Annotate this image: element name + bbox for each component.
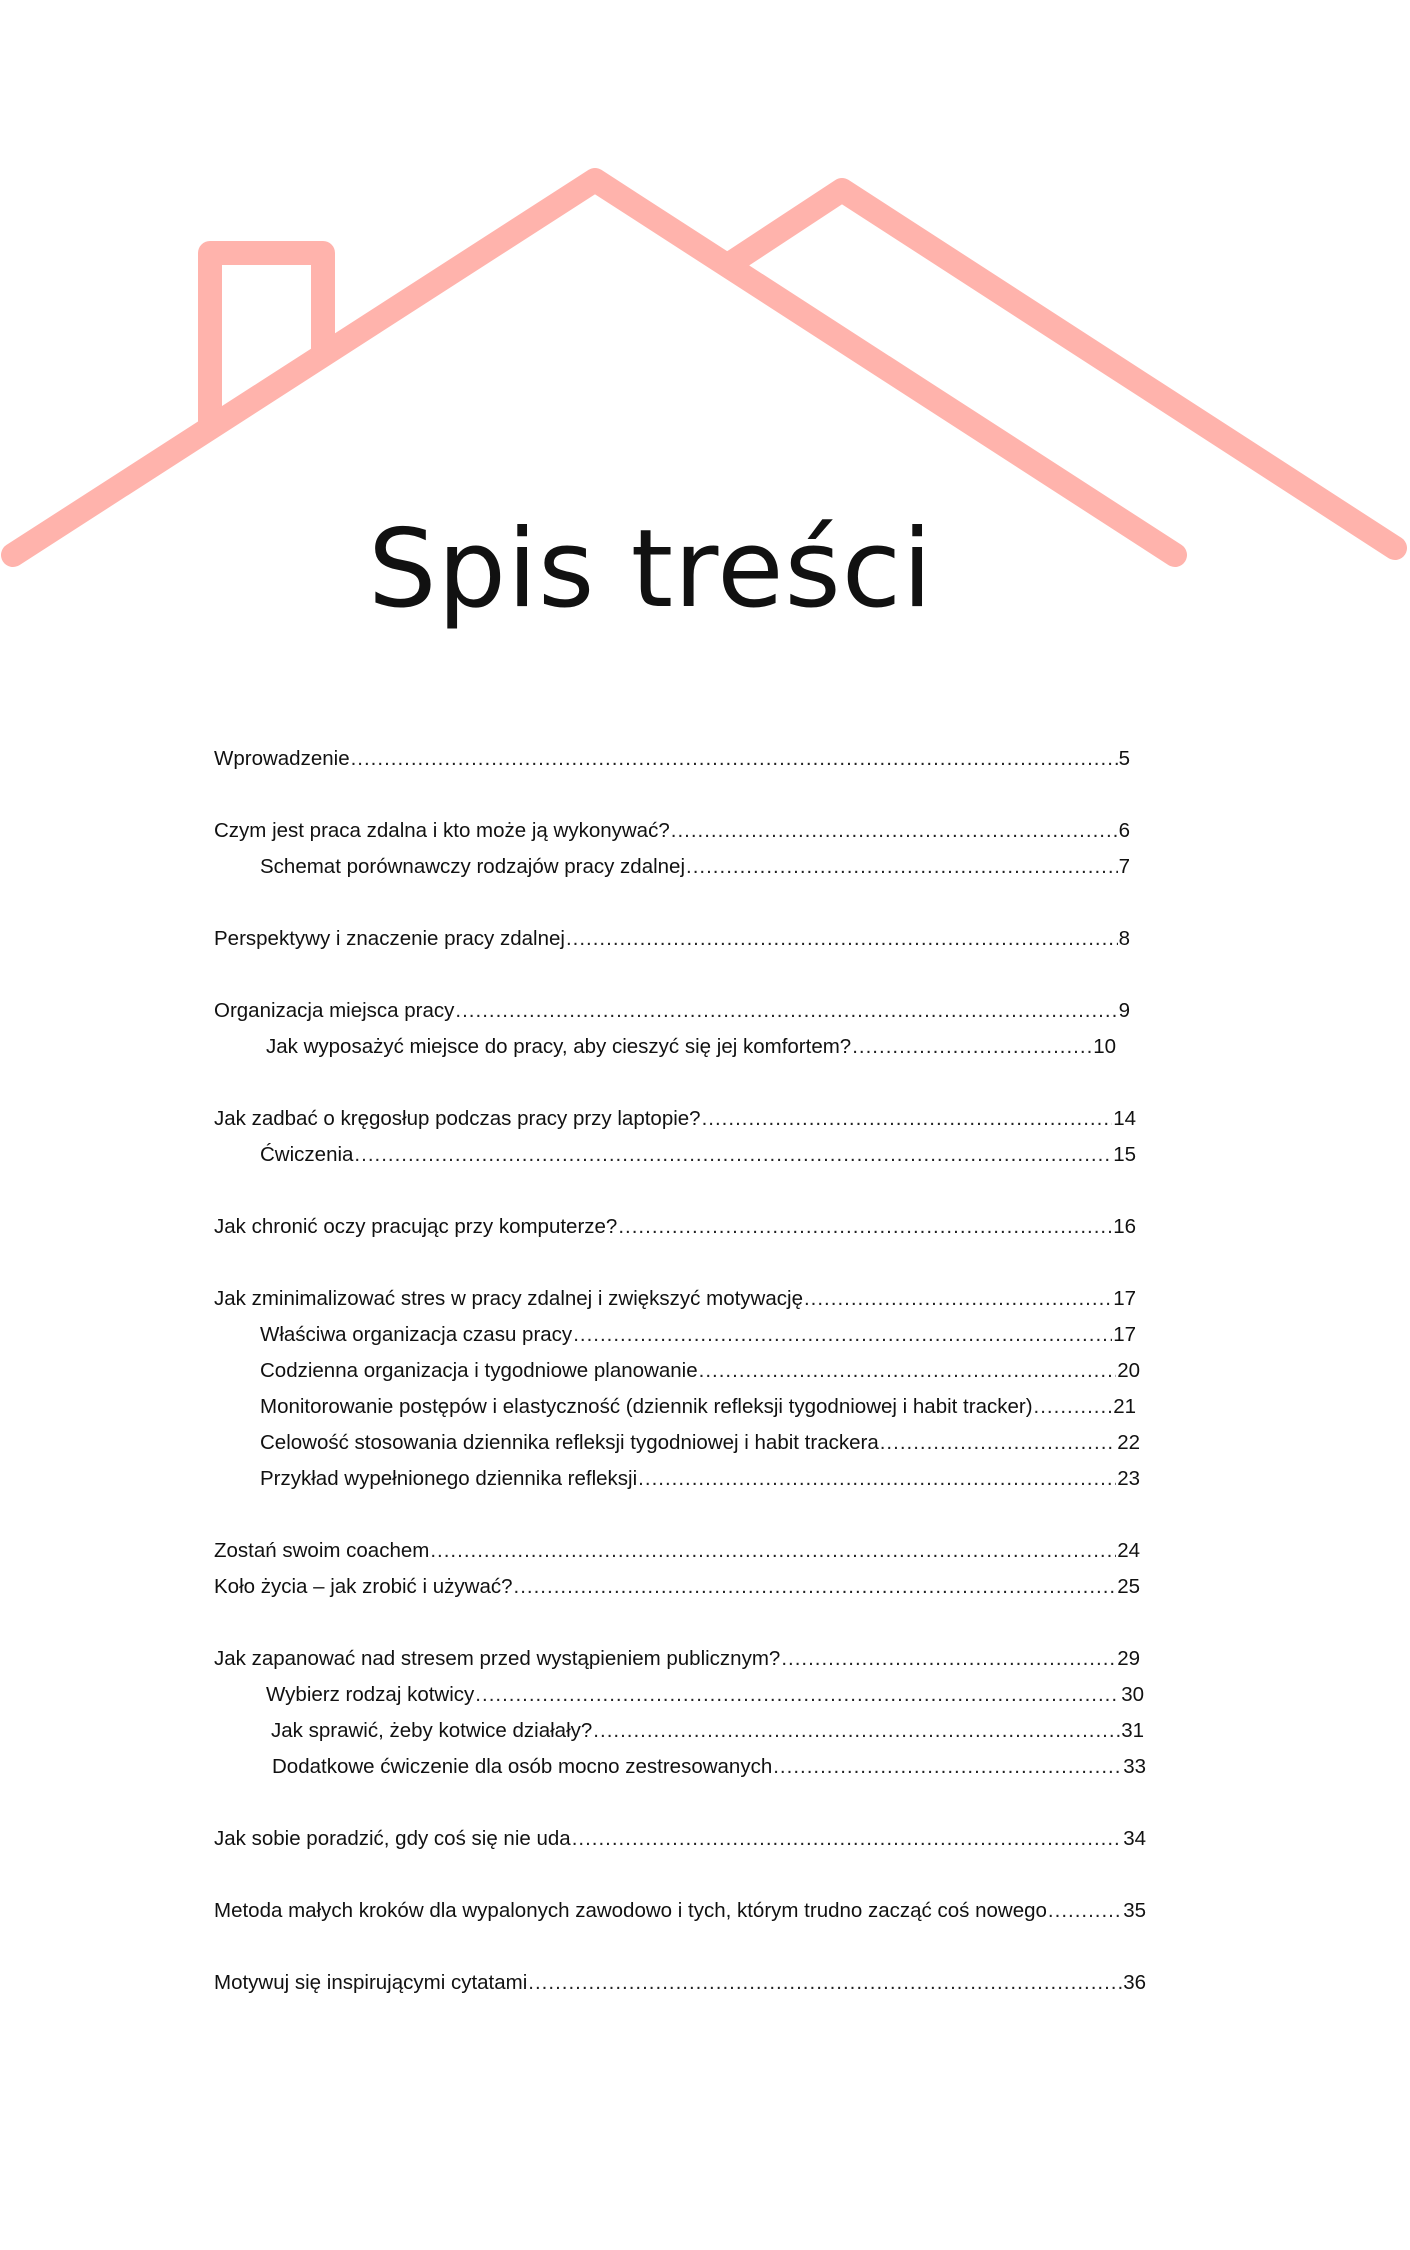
toc-dot-leader — [804, 1284, 1112, 1314]
toc-dot-leader — [671, 816, 1118, 846]
toc-entry[interactable] — [214, 1104, 1136, 1134]
main-roof-outline — [13, 180, 1175, 555]
toc-subentry[interactable] — [260, 1356, 1140, 1386]
toc-subentry[interactable] — [271, 1716, 1144, 1746]
toc-entry-title: Ćwiczenia — [260, 1143, 354, 1166]
toc-page-number: 14 — [1113, 1107, 1136, 1130]
toc-entry[interactable] — [214, 1824, 1146, 1854]
toc-entry-title: Schemat porównawczy rodzajów pracy zdalnej — [260, 855, 686, 878]
toc-page-number: 9 — [1118, 999, 1130, 1022]
toc-page-number: 23 — [1117, 1467, 1140, 1490]
toc-dot-leader — [880, 1428, 1116, 1458]
toc-dot-leader — [351, 744, 1118, 774]
toc-dot-leader — [475, 1680, 1120, 1710]
toc-entry-title: Przykład wypełnionego dziennika refleksji — [260, 1467, 638, 1490]
toc-dot-leader — [702, 1104, 1113, 1134]
toc-entry-title: Jak sprawić, żeby kotwice działały? — [271, 1719, 593, 1742]
toc-page-number: 30 — [1121, 1683, 1144, 1706]
toc-entry-title: Wybierz rodzaj kotwicy — [266, 1683, 475, 1706]
toc-dot-leader — [638, 1464, 1116, 1494]
toc-entry-title: Jak chronić oczy pracując przy komputerze? — [214, 1215, 618, 1238]
toc-entry-title: Monitorowanie postępów i elastyczność (dziennik refleksji tygodniowej i habit tracker) — [260, 1395, 1033, 1418]
toc-page-number: 20 — [1117, 1359, 1140, 1382]
toc-entry-title: Dodatkowe ćwiczenie dla osób mocno zestresowanych — [272, 1755, 773, 1778]
toc-page-number: 24 — [1117, 1539, 1140, 1562]
toc-subentry[interactable] — [266, 1680, 1144, 1710]
toc-page-number: 22 — [1117, 1431, 1140, 1454]
toc-dot-leader — [1048, 1896, 1122, 1926]
toc-entry-title: Perspektywy i znaczenie pracy zdalnej — [214, 927, 565, 950]
toc-page-number: 31 — [1121, 1719, 1144, 1742]
toc-page-number: 15 — [1113, 1143, 1136, 1166]
toc-dot-leader — [430, 1536, 1116, 1566]
toc-dot-leader — [455, 996, 1117, 1026]
toc-page-number: 8 — [1118, 927, 1130, 950]
toc-entry[interactable] — [214, 744, 1130, 774]
toc-dot-leader — [852, 1032, 1092, 1062]
toc-entry[interactable] — [214, 1896, 1146, 1926]
toc-dot-leader — [572, 1824, 1123, 1854]
toc-page-number: 6 — [1118, 819, 1130, 842]
toc-page-number: 36 — [1123, 1971, 1146, 1994]
toc-dot-leader — [773, 1752, 1122, 1782]
toc-page-number: 21 — [1113, 1395, 1136, 1418]
toc-entry[interactable] — [214, 1572, 1140, 1602]
toc-page-number: 5 — [1118, 747, 1130, 770]
toc-page-number: 35 — [1123, 1899, 1146, 1922]
toc-subentry[interactable] — [260, 1140, 1136, 1170]
toc-entry-title: Zostań swoim coachem — [214, 1539, 430, 1562]
toc-subentry[interactable] — [260, 1428, 1140, 1458]
toc-dot-leader — [699, 1356, 1117, 1386]
toc-page-number: 25 — [1117, 1575, 1140, 1598]
toc-entry[interactable] — [214, 1212, 1136, 1242]
toc-entry-title: Wprowadzenie — [214, 747, 350, 770]
toc-subentry[interactable] — [260, 1320, 1136, 1350]
toc-page-number: 34 — [1123, 1827, 1146, 1850]
toc-entry-title: Metoda małych kroków dla wypalonych zawodowo i tych, którym trudno zacząć coś nowego — [214, 1899, 1047, 1922]
toc-entry[interactable] — [214, 996, 1130, 1026]
toc-dot-leader — [686, 852, 1118, 882]
toc-entry-title: Jak wyposażyć miejsce do pracy, aby cieszyć się jej komfortem? — [266, 1035, 852, 1058]
toc-entry-title: Czym jest praca zdalna i kto może ją wykonywać? — [214, 819, 670, 842]
toc-entry-title: Codzienna organizacja i tygodniowe planowanie — [260, 1359, 698, 1382]
toc-entry-title: Jak sobie poradzić, gdy coś się nie uda — [214, 1827, 571, 1850]
toc-entry-title: Jak zapanować nad stresem przed wystąpieniem publicznym? — [214, 1647, 781, 1670]
toc-entry[interactable] — [214, 1644, 1140, 1674]
toc-entry[interactable] — [214, 1968, 1146, 1998]
toc-entry-title: Jak zminimalizować stres w pracy zdalnej i zwiększyć motywację — [214, 1287, 803, 1310]
toc-dot-leader — [593, 1716, 1120, 1746]
toc-page-number: 7 — [1118, 855, 1130, 878]
toc-subentry[interactable] — [272, 1752, 1146, 1782]
toc-dot-leader — [528, 1968, 1122, 1998]
toc-entry-title: Koło życia – jak zrobić i używać? — [214, 1575, 513, 1598]
toc-page-number: 29 — [1117, 1647, 1140, 1670]
toc-entry[interactable] — [214, 1536, 1140, 1566]
toc-dot-leader — [566, 924, 1118, 954]
toc-dot-leader — [781, 1644, 1116, 1674]
toc-entry[interactable] — [214, 816, 1130, 846]
toc-subentry[interactable] — [260, 1464, 1140, 1494]
toc-page-number: 33 — [1123, 1755, 1146, 1778]
toc-page-number: 16 — [1113, 1215, 1136, 1238]
toc-dot-leader — [354, 1140, 1112, 1170]
toc-page-number: 10 — [1093, 1035, 1116, 1058]
toc-entry-title: Właściwa organizacja czasu pracy — [260, 1323, 573, 1346]
toc-dot-leader — [618, 1212, 1112, 1242]
toc-entry[interactable] — [214, 1284, 1136, 1314]
toc-subentry[interactable] — [260, 1392, 1136, 1422]
toc-dot-leader — [1034, 1392, 1113, 1422]
toc-dot-leader — [514, 1572, 1117, 1602]
toc-entry-title: Celowość stosowania dziennika refleksji tygodniowej i habit trackera — [260, 1431, 879, 1454]
toc-entry-title: Motywuj się inspirującymi cytatami — [214, 1971, 528, 1994]
toc-page-number: 17 — [1113, 1287, 1136, 1310]
toc-subentry[interactable] — [266, 1032, 1116, 1062]
page-title: Spis treści — [368, 507, 934, 632]
toc-entry[interactable] — [214, 924, 1130, 954]
toc-subentry[interactable] — [260, 852, 1130, 882]
table-of-contents — [214, 744, 1174, 2024]
toc-entry-title: Jak zadbać o kręgosłup podczas pracy przy laptopie? — [214, 1107, 701, 1130]
toc-page-number: 17 — [1113, 1323, 1136, 1346]
toc-dot-leader — [573, 1320, 1112, 1350]
toc-entry-title: Organizacja miejsca pracy — [214, 999, 455, 1022]
